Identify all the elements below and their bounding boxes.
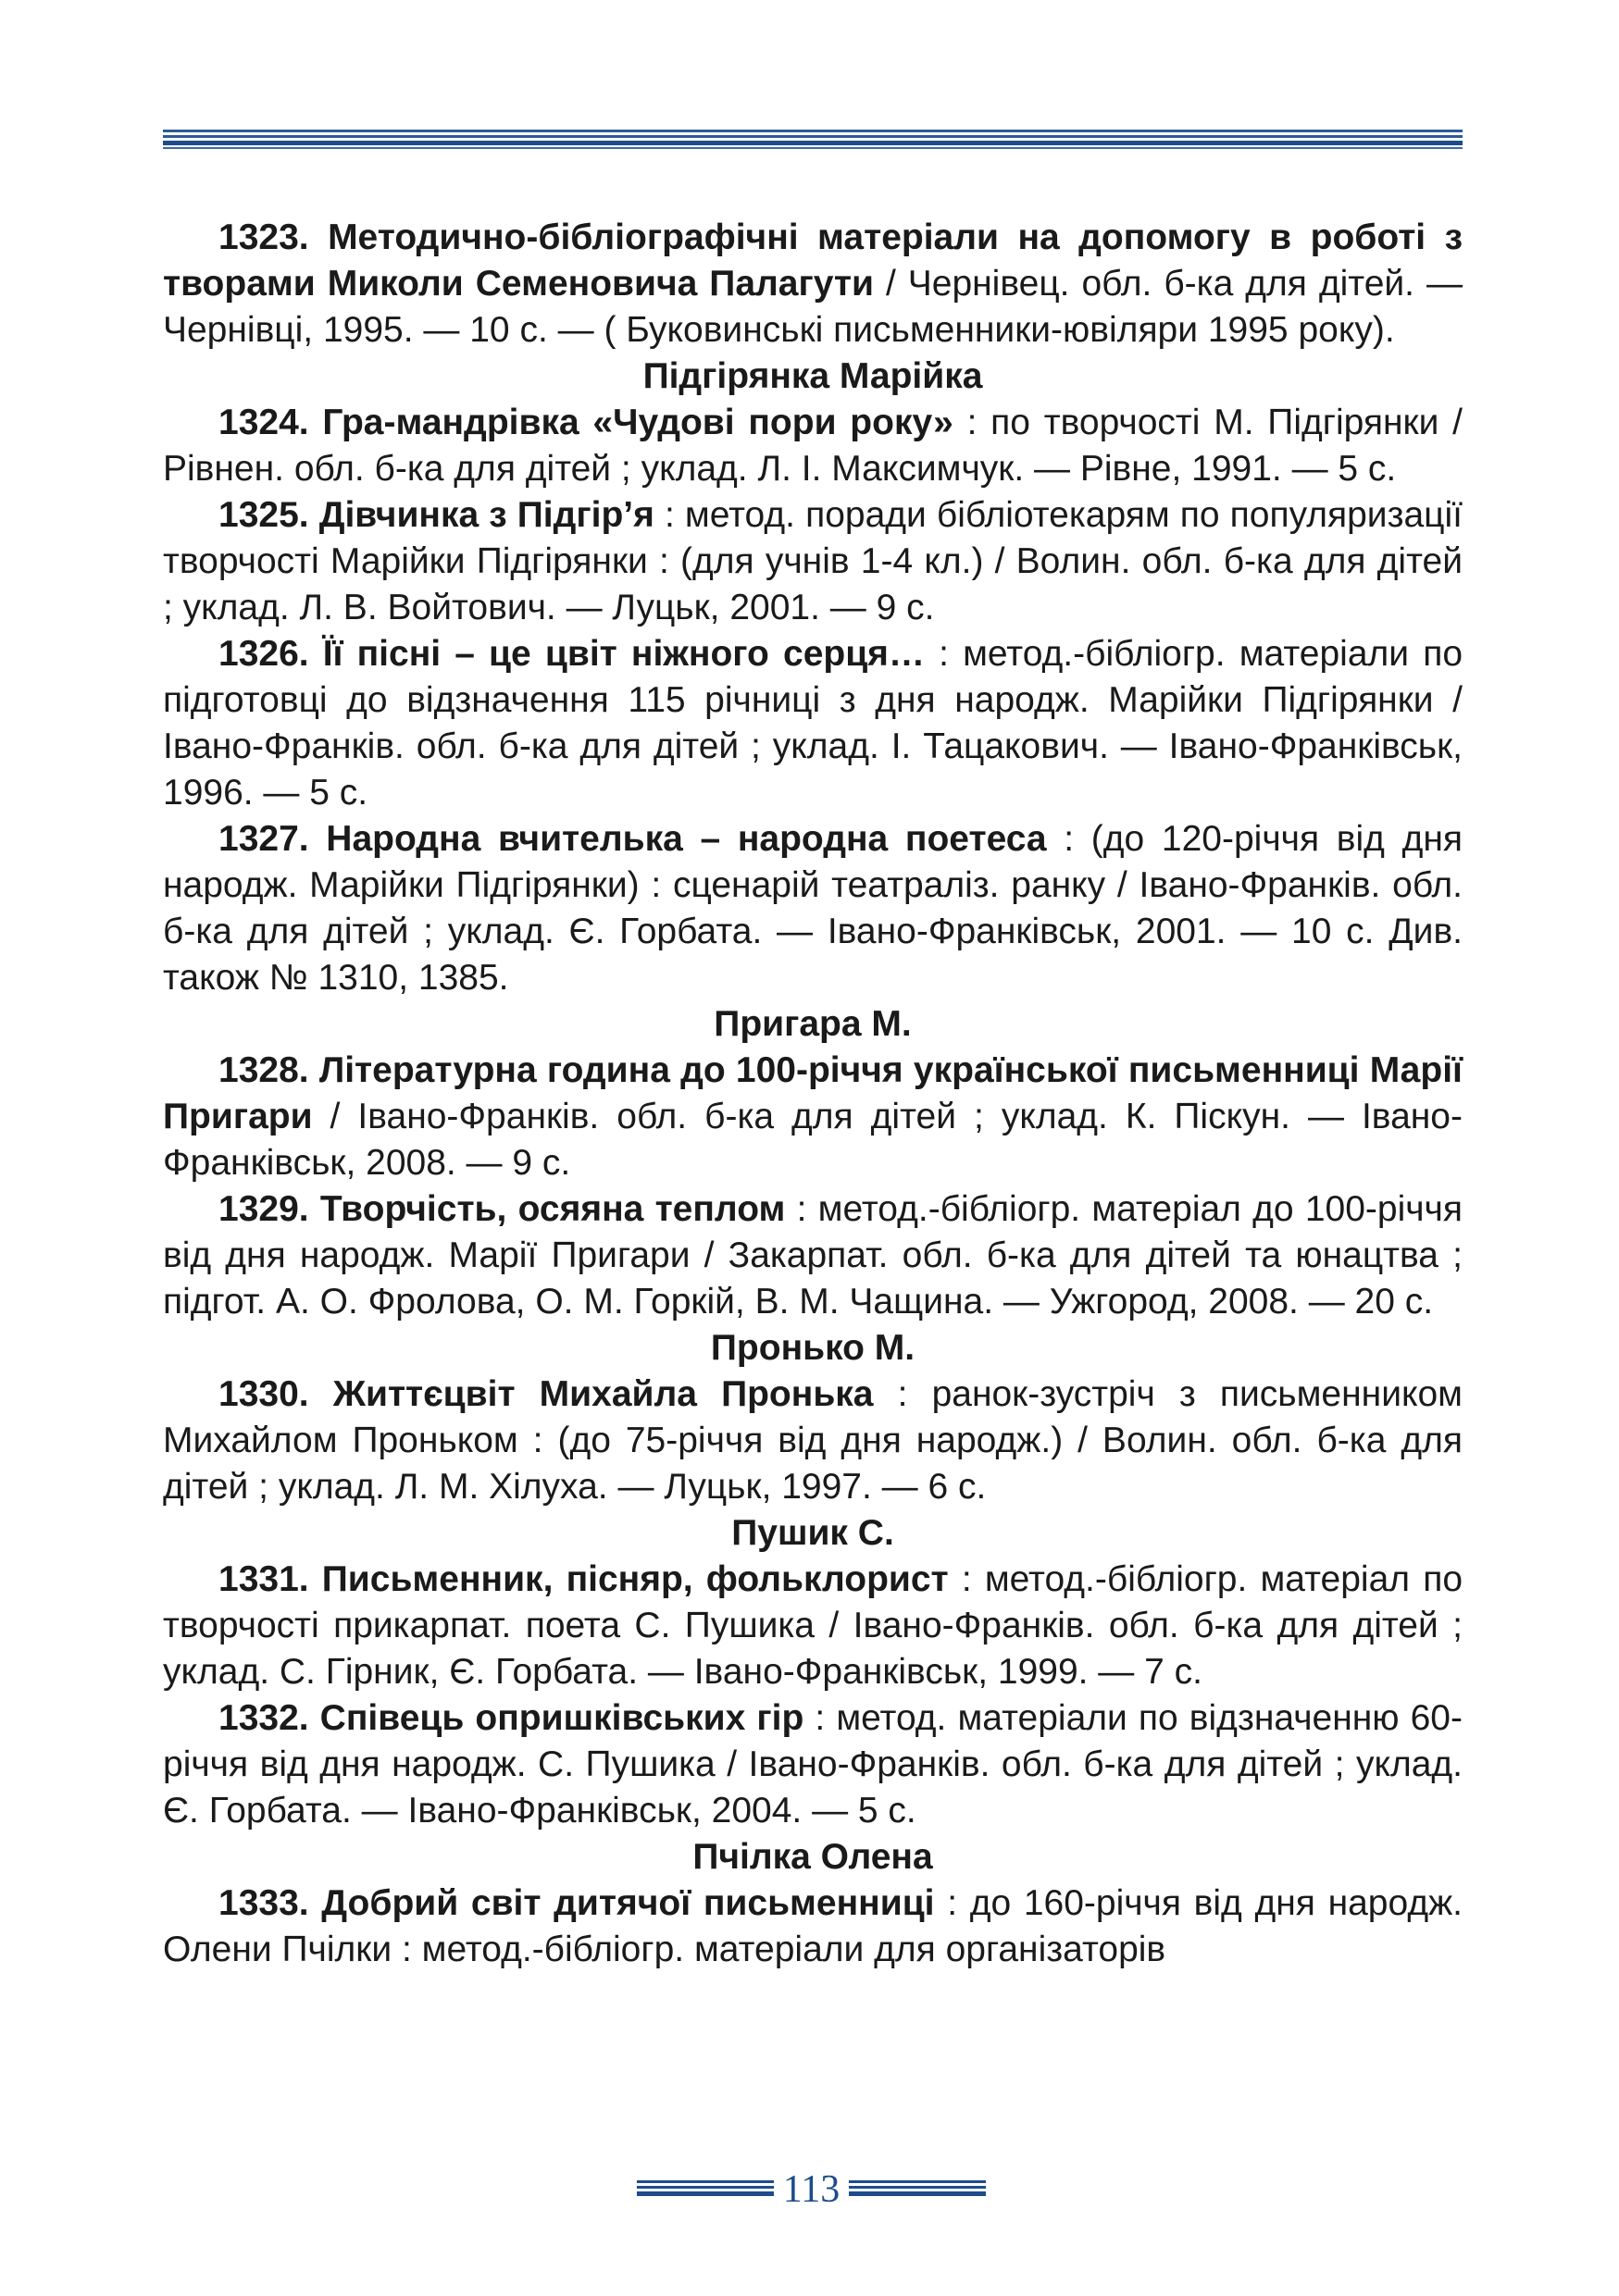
entry-1328: 1328. Літературна година до 100-річчя української письменниці Марії Пригари / Івано-Франків. обл. б-ка для дітей ; уклад. К. Піскун. — Івано-Франківськ, 2008. — 9 с. [163,1050,1463,1183]
entry-1325: 1325. Дівчинка з Підгір’я : метод. поради бібліотекарям по популяризації творчості Марійки Підгірянки : (для учнів 1-4 кл.) / Волин. обл. б-ка для дітей ; уклад. Л. В. Войтович. — Луцьк, 2001. — 9 с. [163,495,1463,627]
entry-1326: 1326. Її пісні – це цвіт ніжного серця… : метод.-бібліогр. матеріали по підготовці до відзначення 115 річниці з дня народж. Марійки Підгірянки / Івано-Франків. обл. б-ка для дітей ; уклад. І. Тацакович. — Івано-Франківськ, 1996. — 5 с. [163,634,1463,813]
entry-1329: 1329. Творчість, осяяна теплом : метод.-бібліогр. матеріал до 100-річчя від дня народж. Марії Пригари / Закарпат. обл. б-ка для дітей та юнацтва ; підгот. А. О. Фролова, О. М. Горкій, В. М. Чащина. — Ужгород, 2008. — 20 с. [163,1189,1463,1322]
page-number: 113 [782,2168,841,2211]
entry-1323: 1323. Методично-бібліографічні матеріали на допомогу в роботі з творами Миколи Семеновича Палагути / Чернівец. обл. б-ка для дітей. — Чернівці, 1995. — 10 с. — ( Буковинські письменники-ювіляри 1995 року). [163,217,1463,350]
page-body [163,215,1463,1973]
page-footer [0,2164,1619,2219]
entry-1330: 1330. Життєцвіт Михайла Пронька : ранок-зустріч з письменником Михайлом Проньком : (до 75-річчя від дня народж.) / Волин. обл. б-ка для дітей ; уклад. Л. М. Хілуха. — Луцьк, 1997. — 6 с. [163,1374,1463,1507]
entry-1331: 1331. Письменник, пісняр, фольклорист : метод.-бібліогр. матеріал по творчості прикарпат. поета С. Пушика / Івано-Франків. обл. б-ка для дітей ; уклад. С. Гірник, Є. Горбата. — Івано-Франківськ, 1999. — 7 с. [163,1559,1463,1692]
section-heading: Пригара М. [714,1004,912,1044]
header-rule [163,130,1463,150]
footer-rule-right [849,2180,986,2199]
section-heading: Пушик С. [731,1513,894,1553]
entry-1324: 1324. Гра-мандрівка «Чудові пори року» : по творчості М. Підгірянки / Рівнен. обл. б-ка для дітей ; уклад. Л. І. Максимчук. — Рівне, 1991. — 5 с. [163,403,1463,489]
section-heading: Підгірянка Марійка [642,356,983,396]
entry-1327: 1327. Народна вчителька – народна поетеса : (до 120-річчя від дня народж. Марійки Підгірянки) : сценарій театраліз. ранку / Івано-Франків. обл. б-ка для дітей ; уклад. Є. Горбата. — Івано-Франківськ, 2001. — 10 с. Див. також № 1310, 1385. [163,819,1463,998]
footer-rule-left [637,2180,774,2199]
entry-1333: 1333. Добрий світ дитячої письменниці : до 160-річчя від дня народж. Олени Пчілки : метод.-бібліогр. матеріали для організаторів [163,1883,1463,1969]
section-heading: Пчілка Олена [692,1837,933,1877]
section-heading: Пронько М. [710,1328,915,1368]
entry-1332: 1332. Співець опришківських гір : метод. матеріали по відзначенню 60-річчя від дня народж. С. Пушика / Івано-Франків. обл. б-ка для дітей ; уклад. Є. Горбата. — Івано-Франківськ, 2004. — 5 с. [163,1698,1463,1831]
